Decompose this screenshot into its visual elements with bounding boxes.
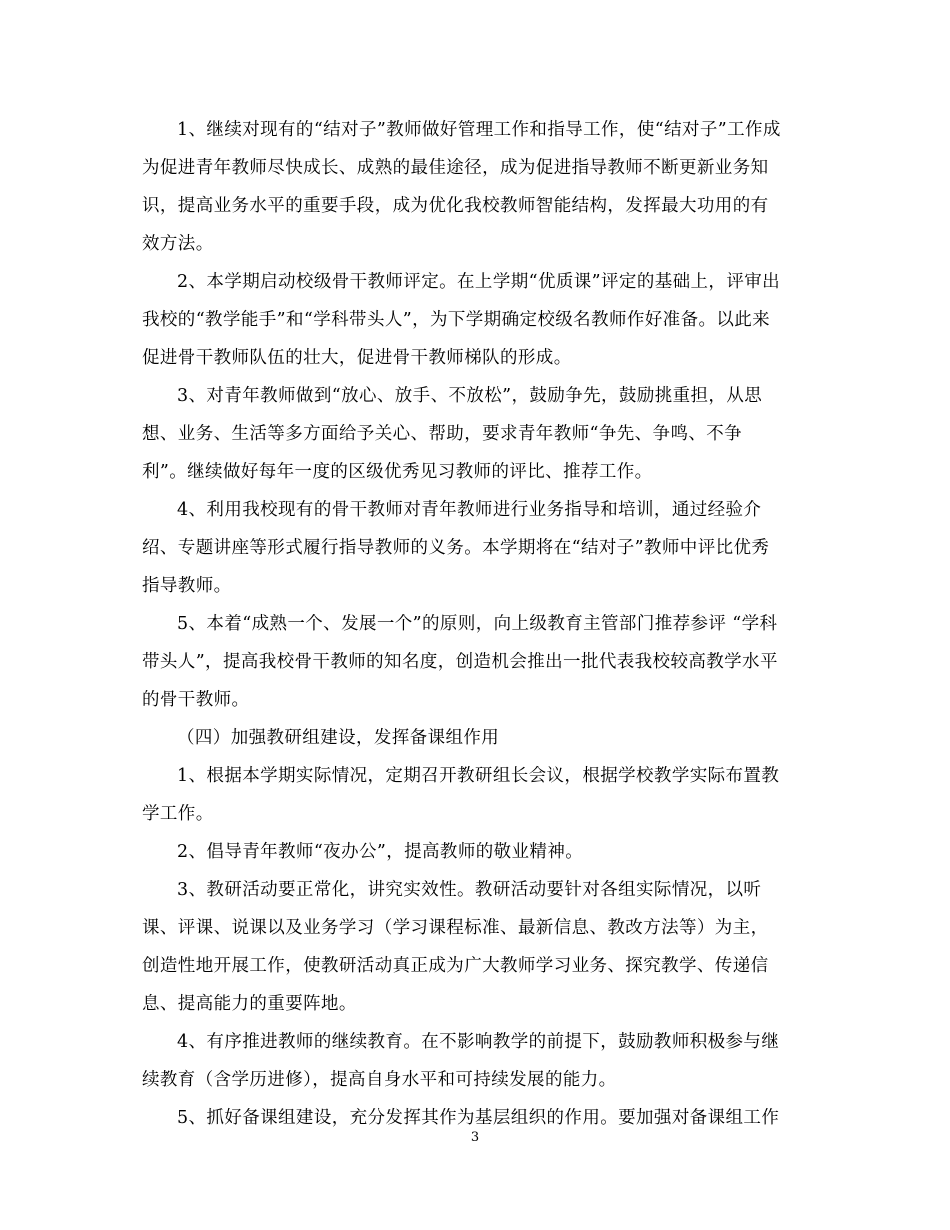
text-line: 想、业务、生活等多方面给予关心、帮助，要求青年教师“争先、争鸣、不争 <box>142 424 743 444</box>
text-line: 3、教研活动要正常化，讲究实效性。教研活动要针对各组实际情况，以听 <box>177 880 762 900</box>
page-number: 3 <box>470 1130 480 1145</box>
text-line: 带头人”，提高我校骨干教师的知名度，创造机会推出一批代表我校较高教学水平 <box>142 652 778 672</box>
text-line: 效方法。 <box>142 234 214 254</box>
text-line: 3、对青年教师做到“放心、放手、不放松”，鼓励争先，鼓励挑重担，从思 <box>177 386 763 406</box>
text-line: 续教育（含学历进修），提高自身水平和可持续发展的能力。 <box>142 1070 617 1090</box>
text-line: 息、提高能力的重要阵地。 <box>142 994 357 1014</box>
text-line: 创造性地开展工作，使教研活动真正成为广大教师学习业务、探究教学、传递信 <box>142 956 769 976</box>
text-line: 5、本着“成熟一个、发展一个”的原则，向上级教育主管部门推荐参评 “学科 <box>177 614 778 634</box>
text-line: 5、抓好备课组建设，充分发挥其作为基层组织的作用。要加强对备课组工作 <box>177 1108 780 1128</box>
text-line: 2、倡导青年教师“夜办公”，提高教师的敬业精神。 <box>177 842 584 862</box>
text-line: 为促进青年教师尽快成长、成熟的最佳途径，成为促进指导教师不断更新业务知 <box>142 158 769 178</box>
text-line: 学工作。 <box>142 804 214 824</box>
text-line: 课、评课、说课以及业务学习（学习课程标准、最新信息、教改方法等）为主， <box>142 918 769 938</box>
text-line: 4、利用我校现有的骨干教师对青年教师进行业务指导和培训，通过经验介 <box>177 500 762 520</box>
text-line: 绍、专题讲座等形式履行指导教师的义务。本学期将在“结对子”教师中评比优秀 <box>142 538 770 558</box>
text-line: 4、有序推进教师的继续教育。在不影响教学的前提下，鼓励教师积极参与继 <box>177 1032 780 1052</box>
text-line: 利”。继续做好每年一度的区级优秀见习教师的评比、推荐工作。 <box>142 462 653 482</box>
text-line: 2、本学期启动校级骨干教师评定。在上学期“优质课”评定的基础上，评审出 <box>177 272 781 292</box>
text-line: 指导教师。 <box>142 576 232 596</box>
section-heading: （四）加强教研组建设，发挥备课组作用 <box>177 728 500 748</box>
text-line: 的骨干教师。 <box>142 690 250 710</box>
text-line: 1、根据本学期实际情况，定期召开教研组长会议，根据学校教学实际布置教 <box>177 766 780 786</box>
text-line: 1、继续对现有的“结对子”教师做好管理工作和指导工作，使“结对子”工作成 <box>177 120 781 140</box>
text-line: 我校的“教学能手”和“学科带头人”，为下学期确定校级名教师作好准备。以此来 <box>142 310 771 330</box>
text-line: 促进骨干教师队伍的壮大，促进骨干教师梯队的形成。 <box>142 348 572 368</box>
text-line: 识，提高业务水平的重要手段，成为优化我校教师智能结构，发挥最大功用的有 <box>142 196 769 216</box>
